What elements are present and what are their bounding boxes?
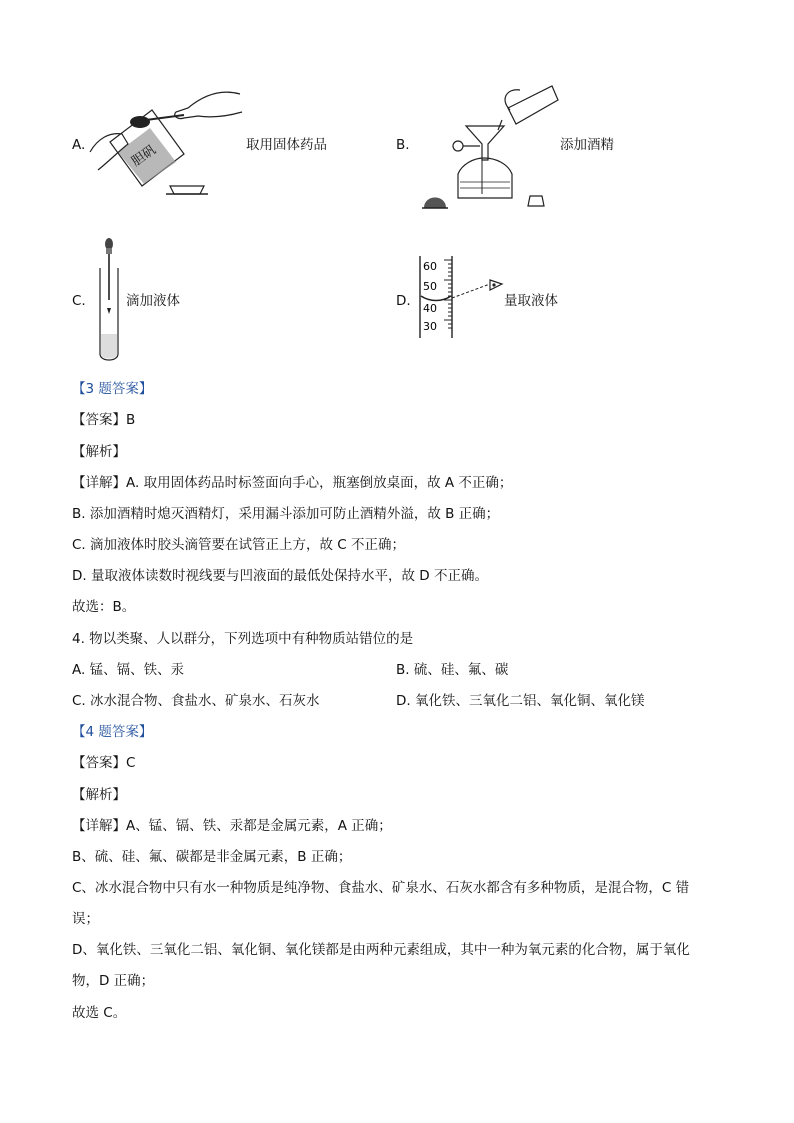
- q4-detail-4-cont: 物，D 正确；: [72, 973, 155, 989]
- q3-detail-4: D. 量取液体读数时视线要与凹液面的最低处保持水平，故 D 不正确。: [72, 568, 488, 584]
- q3-answer-header: 【3 题答案】: [72, 381, 153, 397]
- scale-mark-40: 40: [423, 302, 437, 315]
- dropper-illustration: [94, 238, 124, 362]
- q4-option-c: C. 冰水混合物、食盐水、矿泉水、石灰水: [72, 693, 320, 709]
- option-d-caption: 量取液体: [504, 293, 558, 309]
- q4-detail-3-cont: 误；: [72, 911, 99, 927]
- scale-mark-60: 60: [423, 260, 437, 273]
- option-c-caption: 滴加液体: [126, 293, 180, 309]
- graduated-cylinder-illustration: [418, 254, 508, 340]
- q3-answer: 【答案】B: [72, 412, 136, 428]
- scale-mark-30: 30: [423, 320, 437, 333]
- q4-option-d: D. 氧化铁、三氧化二铝、氧化铜、氧化镁: [396, 693, 645, 709]
- solid-reagent-illustration: [88, 82, 248, 202]
- q4-option-b: B. 硫、硅、氟、碳: [396, 662, 509, 678]
- q4-option-a: A. 锰、镉、铁、汞: [72, 662, 185, 678]
- q3-detail-3: C. 滴加液体时胶头滴管要在试管正上方，故 C 不正确；: [72, 537, 406, 553]
- q4-analysis-header: 【解析】: [72, 787, 126, 803]
- option-c-letter: C.: [72, 293, 86, 309]
- q3-conclusion: 故选：B。: [72, 599, 136, 615]
- scale-mark-50: 50: [423, 280, 437, 293]
- q4-detail-3: C、冰水混合物中只有水一种物质是纯净物、食盐水、矿泉水、石灰水都含有多种物质，是混合物，C 错: [72, 880, 690, 896]
- q3-detail-1: 【详解】A. 取用固体药品时标签面向手心，瓶塞倒放桌面，故 A 不正确；: [72, 475, 513, 491]
- alcohol-lamp-illustration: [420, 70, 560, 215]
- q3-analysis-header: 【解析】: [72, 444, 126, 460]
- option-b-caption: 添加酒精: [560, 137, 614, 153]
- q4-detail-4: D、氧化铁、三氧化二铝、氧化铜、氧化镁都是由两种元素组成，其中一种为氧元素的化合物，属于氧化: [72, 942, 690, 958]
- option-a-caption: 取用固体药品: [246, 137, 327, 153]
- option-b-letter: B.: [396, 137, 410, 153]
- q4-detail-2: B、硫、硅、氟、碳都是非金属元素，B 正确；: [72, 849, 352, 865]
- q4-answer: 【答案】C: [72, 755, 136, 771]
- option-d-letter: D.: [396, 293, 411, 309]
- q3-detail-2: B. 添加酒精时熄灭酒精灯，采用漏斗添加可防止酒精外溢，故 B 正确；: [72, 506, 500, 522]
- option-a-letter: A.: [72, 137, 86, 153]
- q4-answer-header: 【4 题答案】: [72, 724, 153, 740]
- q4-question: 4. 物以类聚、人以群分，下列选项中有种物质站错位的是: [72, 631, 414, 647]
- bottle-label: 胆矾: [129, 142, 159, 170]
- q4-detail-1: 【详解】A、锰、镉、铁、汞都是金属元素，A 正确；: [72, 818, 392, 834]
- q4-conclusion: 故选 C。: [72, 1005, 127, 1021]
